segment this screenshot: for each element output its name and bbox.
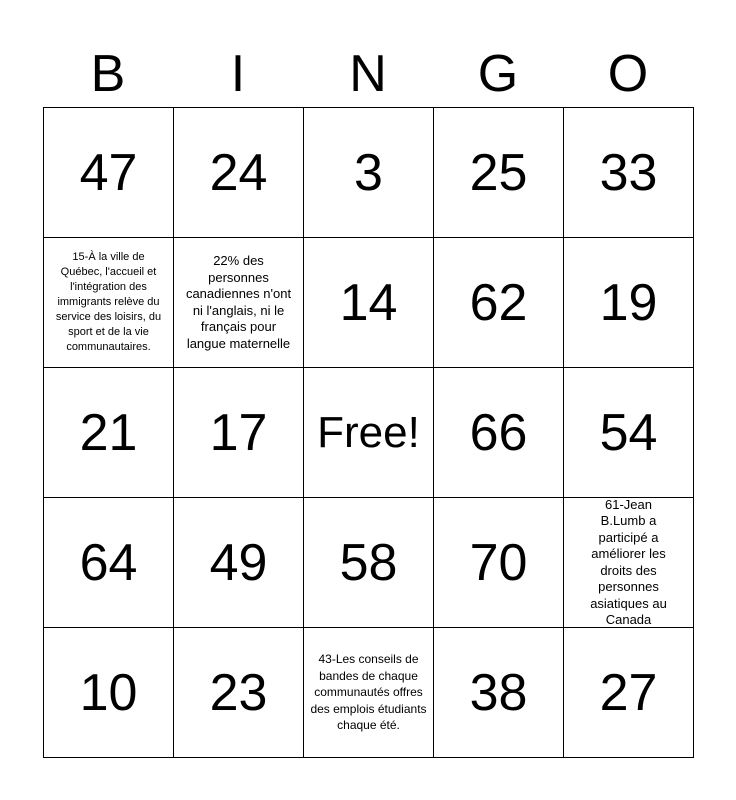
bingo-cell[interactable]: 25 [434, 108, 564, 238]
header-letter-b: B [90, 45, 126, 103]
bingo-cell[interactable]: 3 [304, 108, 434, 238]
header-letter-o: O [607, 45, 649, 103]
bingo-cell[interactable]: 64 [44, 498, 174, 628]
header-letter-n: N [349, 45, 387, 103]
header-letter-i: I [230, 45, 246, 103]
bingo-cell[interactable]: 38 [434, 628, 564, 758]
bingo-board [43, 107, 694, 758]
bingo-cell[interactable]: 10 [44, 628, 174, 758]
bingo-cell[interactable]: 22% des personnes canadiennes n'ont ni l'anglais, ni le français pour langue maternelle [174, 238, 304, 368]
bingo-cell[interactable]: 66 [434, 368, 564, 498]
bingo-cell[interactable]: 70 [434, 498, 564, 628]
bingo-cell[interactable]: 61-Jean B.Lumb a participé a améliorer les droits des personnes asiatiques au Canada [564, 498, 694, 628]
bingo-cell[interactable]: 15-À la ville de Québec, l'accueil et l'intégration des immigrants relève du service des loisirs, du sport et de la vie communautaires. [44, 238, 174, 368]
bingo-cell[interactable]: 62 [434, 238, 564, 368]
bingo-header [43, 40, 693, 106]
bingo-cell[interactable]: 27 [564, 628, 694, 758]
bingo-cell[interactable]: 58 [304, 498, 434, 628]
bingo-cell[interactable]: 17 [174, 368, 304, 498]
bingo-cell[interactable]: 33 [564, 108, 694, 238]
bingo-cell[interactable]: 24 [174, 108, 304, 238]
bingo-cell[interactable]: 49 [174, 498, 304, 628]
free-space-cell[interactable]: Free! [304, 368, 434, 498]
bingo-cell[interactable]: 47 [44, 108, 174, 238]
bingo-cell[interactable]: 14 [304, 238, 434, 368]
header-letter-g: G [477, 45, 519, 103]
bingo-cell[interactable]: 19 [564, 238, 694, 368]
bingo-cell[interactable]: 43-Les conseils de bandes de chaque communautés offres des emplois étudiants chaque été. [304, 628, 434, 758]
bingo-cell[interactable]: 23 [174, 628, 304, 758]
bingo-cell[interactable]: 54 [564, 368, 694, 498]
bingo-cell[interactable]: 21 [44, 368, 174, 498]
